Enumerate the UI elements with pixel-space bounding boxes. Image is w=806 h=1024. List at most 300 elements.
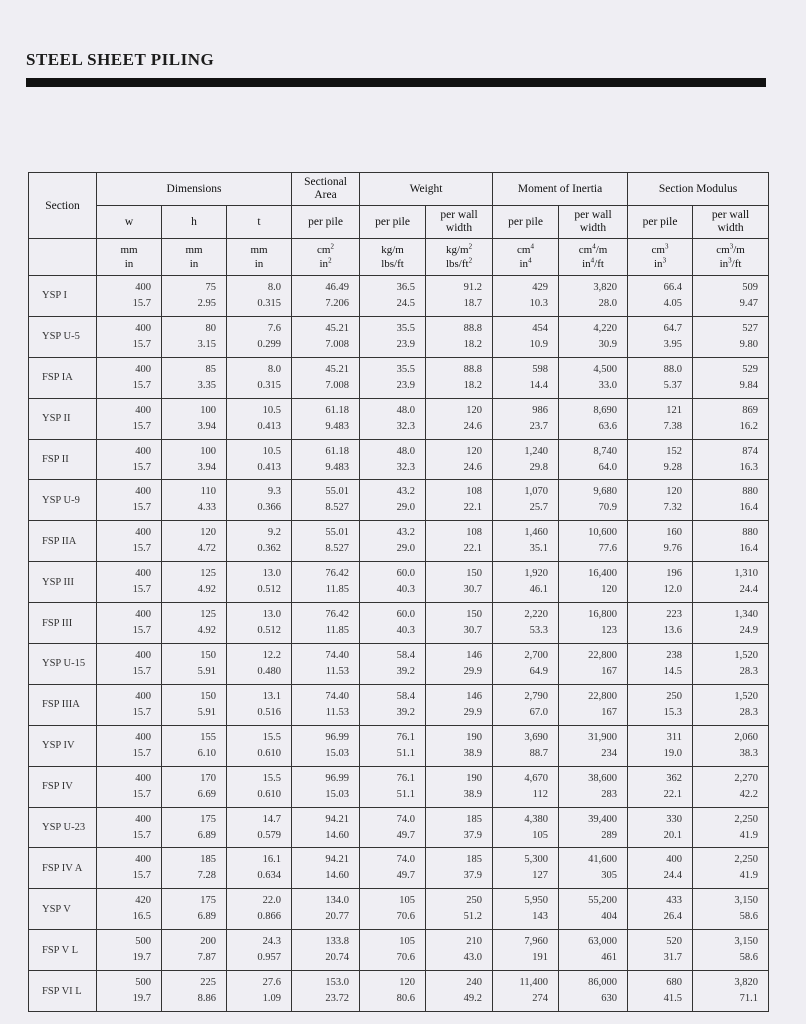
iw-imperial-value: 234: [601, 747, 618, 759]
h-cell: [162, 603, 227, 644]
header-weight: Weight: [360, 173, 493, 206]
iw-metric-value: 8,740: [593, 445, 618, 457]
t-imperial-value: 0.299: [257, 338, 282, 350]
iw-metric-value: 16,400: [588, 568, 618, 580]
zw-imperial-value: 24.9: [739, 625, 759, 637]
zw-metric-value: 880: [742, 527, 759, 539]
ip-metric-value: 454: [532, 322, 549, 334]
ip-imperial-value: 105: [532, 829, 549, 841]
w-cell: [97, 562, 162, 603]
ww-imperial-value: 29.9: [463, 665, 483, 677]
wp-imperial-value: 49.7: [396, 829, 416, 841]
h-metric-value: 150: [200, 690, 216, 702]
wp-cell: [360, 971, 426, 1012]
wp-metric-value: 60.0: [396, 568, 416, 580]
header-h: h: [162, 206, 227, 239]
zp-imperial-value: 7.38: [663, 420, 683, 432]
table-body: [29, 276, 769, 1012]
ww-metric-value: 150: [466, 609, 483, 621]
unit-modulus-wall-metric: $cm^3/m$: [716, 242, 745, 256]
zw-cell: [693, 562, 769, 603]
unit-inertia-pile: [493, 239, 559, 276]
ww-cell: [426, 889, 493, 930]
ww-cell: [426, 848, 493, 889]
ip-metric-value: 1,460: [524, 527, 549, 539]
iw-imperial-value: 28.0: [598, 297, 618, 309]
ip-metric-value: 3,690: [524, 731, 549, 743]
zp-imperial-value: 15.3: [663, 706, 683, 718]
t-imperial-value: 0.634: [257, 870, 282, 882]
zw-imperial-value: 16.4: [739, 543, 759, 555]
unit-weight-pile-metric: kg/m: [381, 244, 404, 256]
zw-cell: [693, 480, 769, 521]
zw-metric-value: 1,520: [734, 649, 759, 661]
t-metric-value: 13.0: [262, 568, 282, 580]
zw-metric-value: 1,520: [734, 690, 759, 702]
iw-cell: [559, 316, 628, 357]
zw-cell: [693, 316, 769, 357]
h-cell: [162, 276, 227, 317]
wp-cell: [360, 439, 426, 480]
unit-weight-wall: [426, 239, 493, 276]
iw-imperial-value: 77.6: [598, 543, 618, 555]
area-metric-value: 61.18: [325, 445, 350, 457]
t-imperial-value: 0.315: [257, 379, 282, 391]
h-imperial-value: 3.35: [197, 379, 216, 391]
w-metric-value: 400: [135, 772, 151, 784]
section-name-cell: FSP VI L: [29, 971, 97, 1012]
unit-modulus-wall: [693, 239, 769, 276]
zw-cell: [693, 807, 769, 848]
wp-metric-value: 60.0: [396, 609, 416, 621]
t-cell: [227, 930, 292, 971]
ww-metric-value: 108: [466, 527, 483, 539]
ip-cell: [493, 971, 559, 1012]
w-imperial-value: 16.5: [132, 911, 151, 923]
ww-imperial-value: 37.9: [463, 870, 483, 882]
area-cell: [292, 439, 360, 480]
zp-metric-value: 520: [666, 936, 683, 948]
area-imperial-value: 8.527: [325, 543, 350, 555]
zp-cell: [628, 930, 693, 971]
area-imperial-value: 20.74: [325, 952, 350, 964]
unit-inertia-wall-metric: $cm^4/m$: [578, 242, 608, 256]
w-cell: [97, 316, 162, 357]
area-imperial-value: 15.03: [325, 747, 350, 759]
ww-imperial-value: 43.0: [463, 952, 483, 964]
table-row: [29, 398, 769, 439]
h-metric-value: 125: [200, 609, 216, 621]
ww-metric-value: 88.8: [463, 322, 483, 334]
zp-metric-value: 196: [666, 568, 683, 580]
unit-modulus-pile-metric: $cm^3$: [651, 242, 669, 256]
wp-metric-value: 43.2: [396, 486, 416, 498]
zp-cell: [628, 357, 693, 398]
wp-imperial-value: 80.6: [396, 993, 416, 1005]
wp-metric-value: 48.0: [396, 445, 416, 457]
ip-metric-value: 1,070: [524, 486, 549, 498]
h-metric-value: 110: [200, 486, 216, 498]
t-metric-value: 16.1: [262, 854, 282, 866]
t-imperial-value: 0.480: [257, 665, 282, 677]
iw-metric-value: 8,690: [593, 404, 618, 416]
area-imperial-value: 11.85: [325, 584, 350, 596]
h-cell: [162, 930, 227, 971]
table-row: [29, 807, 769, 848]
zw-metric-value: 2,060: [734, 731, 759, 743]
unit-h-metric: mm: [185, 244, 203, 256]
iw-cell: [559, 766, 628, 807]
iw-metric-value: 3,820: [593, 281, 618, 293]
ip-cell: [493, 276, 559, 317]
ip-cell: [493, 603, 559, 644]
ww-imperial-value: 18.2: [463, 338, 483, 350]
zp-imperial-value: 41.5: [663, 993, 683, 1005]
ww-cell: [426, 357, 493, 398]
unit-modulus-pile: [628, 239, 693, 276]
t-imperial-value: 0.610: [257, 788, 282, 800]
ip-metric-value: 2,700: [524, 649, 549, 661]
area-metric-value: 74.40: [325, 649, 350, 661]
zw-imperial-value: 16.4: [739, 502, 759, 514]
zw-cell: [693, 357, 769, 398]
zp-metric-value: 121: [666, 404, 683, 416]
t-imperial-value: 0.413: [257, 461, 282, 473]
header-per-wall-line2: width: [717, 222, 744, 234]
ip-metric-value: 5,950: [524, 895, 549, 907]
unit-inertia-pile-imperial: $in^4$: [519, 256, 532, 270]
zp-cell: [628, 807, 693, 848]
w-imperial-value: 15.7: [132, 625, 151, 637]
h-metric-value: 125: [200, 568, 216, 580]
zp-cell: [628, 766, 693, 807]
header-per-wall-line1: per wall: [574, 209, 612, 221]
ww-metric-value: 190: [466, 772, 483, 784]
area-imperial-value: 9.483: [325, 461, 350, 473]
ip-metric-value: 2,790: [524, 690, 549, 702]
ip-cell: [493, 684, 559, 725]
zw-imperial-value: 16.2: [739, 420, 759, 432]
header-modulus-per-pile: per pile: [628, 206, 693, 239]
ww-cell: [426, 684, 493, 725]
h-cell: [162, 562, 227, 603]
w-imperial-value: 15.7: [132, 338, 151, 350]
zw-imperial-value: 71.1: [739, 993, 759, 1005]
t-cell: [227, 316, 292, 357]
iw-metric-value: 22,800: [588, 649, 618, 661]
zp-metric-value: 223: [666, 609, 683, 621]
t-cell: [227, 807, 292, 848]
ww-cell: [426, 398, 493, 439]
area-cell: [292, 316, 360, 357]
iw-metric-value: 31,900: [588, 731, 618, 743]
area-cell: [292, 357, 360, 398]
section-name-cell: YSP IV: [29, 725, 97, 766]
zp-imperial-value: 14.5: [663, 665, 683, 677]
ip-imperial-value: 10.3: [529, 297, 549, 309]
unit-modulus-wall-imperial: $in^3/ft$: [719, 256, 742, 270]
zp-metric-value: 250: [666, 690, 683, 702]
zw-imperial-value: 9.80: [739, 338, 759, 350]
zw-imperial-value: 41.9: [739, 870, 759, 882]
ip-imperial-value: 10.9: [529, 338, 549, 350]
h-cell: [162, 889, 227, 930]
t-imperial-value: 0.579: [257, 829, 282, 841]
area-metric-value: 45.21: [325, 363, 350, 375]
ip-metric-value: 2,220: [524, 609, 549, 621]
wp-metric-value: 36.5: [396, 281, 416, 293]
zp-imperial-value: 9.28: [663, 461, 683, 473]
h-metric-value: 155: [200, 731, 216, 743]
ww-imperial-value: 38.9: [463, 788, 483, 800]
zp-imperial-value: 20.1: [663, 829, 683, 841]
header-per-wall-line2: width: [445, 222, 473, 234]
t-cell: [227, 439, 292, 480]
t-metric-value: 13.1: [262, 690, 282, 702]
area-cell: [292, 521, 360, 562]
ip-metric-value: 598: [532, 363, 549, 375]
zp-cell: [628, 725, 693, 766]
table-header: [29, 173, 769, 276]
section-name-cell: FSP III: [29, 603, 97, 644]
ip-cell: [493, 725, 559, 766]
area-imperial-value: 7.008: [325, 338, 350, 350]
zp-imperial-value: 19.0: [663, 747, 683, 759]
section-name-cell: FSP IIIA: [29, 684, 97, 725]
ip-metric-value: 11,400: [519, 977, 549, 989]
iw-cell: [559, 439, 628, 480]
zp-imperial-value: 26.4: [663, 911, 683, 923]
area-imperial-value: 7.008: [325, 379, 350, 391]
h-metric-value: 100: [200, 404, 216, 416]
ww-cell: [426, 521, 493, 562]
w-imperial-value: 15.7: [132, 297, 151, 309]
area-cell: [292, 398, 360, 439]
iw-cell: [559, 848, 628, 889]
zw-cell: [693, 971, 769, 1012]
iw-metric-value: 10,600: [588, 527, 618, 539]
t-cell: [227, 889, 292, 930]
h-imperial-value: 4.33: [197, 502, 216, 514]
zw-cell: [693, 398, 769, 439]
t-metric-value: 27.6: [262, 977, 282, 989]
h-imperial-value: 6.69: [197, 788, 216, 800]
area-imperial-value: 9.483: [325, 420, 350, 432]
w-metric-value: 400: [135, 731, 151, 743]
header-section: Section: [29, 173, 97, 239]
t-imperial-value: 0.512: [257, 584, 282, 596]
wp-cell: [360, 521, 426, 562]
wp-metric-value: 35.5: [396, 322, 416, 334]
ip-imperial-value: 67.0: [529, 706, 549, 718]
wp-cell: [360, 807, 426, 848]
w-cell: [97, 521, 162, 562]
w-metric-value: 420: [135, 895, 151, 907]
zw-cell: [693, 521, 769, 562]
h-metric-value: 150: [200, 649, 216, 661]
unit-weight-pile-imperial: lbs/ft: [381, 258, 404, 270]
area-cell: [292, 889, 360, 930]
h-metric-value: 175: [200, 813, 216, 825]
header-sectional-area: [292, 173, 360, 206]
h-imperial-value: 3.94: [197, 461, 216, 473]
zw-metric-value: 3,150: [734, 936, 759, 948]
ip-metric-value: 4,670: [524, 772, 549, 784]
ww-metric-value: 146: [466, 690, 483, 702]
wp-metric-value: 74.0: [396, 854, 416, 866]
w-cell: [97, 971, 162, 1012]
zp-cell: [628, 644, 693, 685]
wp-cell: [360, 357, 426, 398]
zp-imperial-value: 22.1: [663, 788, 683, 800]
iw-imperial-value: 123: [601, 625, 618, 637]
area-metric-value: 55.01: [325, 486, 350, 498]
zp-cell: [628, 276, 693, 317]
area-imperial-value: 20.77: [325, 911, 350, 923]
w-cell: [97, 357, 162, 398]
ww-cell: [426, 971, 493, 1012]
area-cell: [292, 725, 360, 766]
section-name-cell: YSP U-15: [29, 644, 97, 685]
t-metric-value: 22.0: [262, 895, 282, 907]
zw-cell: [693, 276, 769, 317]
ip-metric-value: 1,920: [524, 568, 549, 580]
unit-weight-wall-imperial: lbs/$ft^2$: [445, 256, 473, 270]
h-imperial-value: 4.72: [197, 543, 216, 555]
ww-cell: [426, 930, 493, 971]
w-metric-value: 400: [135, 363, 151, 375]
t-metric-value: 12.2: [262, 649, 282, 661]
iw-cell: [559, 971, 628, 1012]
header-section-modulus: Section Modulus: [628, 173, 769, 206]
t-metric-value: 9.2: [267, 527, 282, 539]
zp-metric-value: 64.7: [663, 322, 683, 334]
iw-imperial-value: 33.0: [598, 379, 618, 391]
table-row: [29, 930, 769, 971]
wp-cell: [360, 684, 426, 725]
w-imperial-value: 15.7: [132, 379, 151, 391]
ww-metric-value: 120: [466, 445, 483, 457]
w-imperial-value: 15.7: [132, 870, 151, 882]
wp-cell: [360, 644, 426, 685]
w-metric-value: 400: [135, 568, 151, 580]
t-imperial-value: 0.610: [257, 747, 282, 759]
iw-imperial-value: 167: [601, 665, 618, 677]
ip-cell: [493, 439, 559, 480]
w-cell: [97, 725, 162, 766]
wp-metric-value: 48.0: [396, 404, 416, 416]
section-name-cell: FSP IA: [29, 357, 97, 398]
h-metric-value: 120: [200, 527, 216, 539]
t-metric-value: 10.5: [262, 445, 282, 457]
h-cell: [162, 439, 227, 480]
area-cell: [292, 644, 360, 685]
zp-metric-value: 152: [666, 445, 683, 457]
zw-metric-value: 2,270: [734, 772, 759, 784]
iw-imperial-value: 630: [601, 993, 618, 1005]
section-name-cell: YSP II: [29, 398, 97, 439]
h-imperial-value: 8.86: [197, 993, 216, 1005]
w-imperial-value: 15.7: [132, 706, 151, 718]
h-metric-value: 200: [200, 936, 216, 948]
zp-cell: [628, 480, 693, 521]
header-inertia-per-pile: per pile: [493, 206, 559, 239]
iw-cell: [559, 930, 628, 971]
iw-metric-value: 16,800: [588, 609, 618, 621]
w-metric-value: 400: [135, 854, 151, 866]
zw-metric-value: 3,150: [734, 895, 759, 907]
t-cell: [227, 971, 292, 1012]
ww-imperial-value: 37.9: [463, 829, 483, 841]
zw-cell: [693, 930, 769, 971]
ww-imperial-value: 18.2: [463, 379, 483, 391]
iw-cell: [559, 357, 628, 398]
table-row: [29, 644, 769, 685]
w-metric-value: 500: [135, 977, 151, 989]
area-cell: [292, 971, 360, 1012]
h-imperial-value: 7.87: [197, 952, 216, 964]
w-cell: [97, 930, 162, 971]
t-imperial-value: 0.366: [257, 502, 282, 514]
unit-w-imperial: in: [124, 258, 134, 270]
ww-cell: [426, 439, 493, 480]
wp-cell: [360, 603, 426, 644]
ip-cell: [493, 930, 559, 971]
zw-cell: [693, 725, 769, 766]
iw-cell: [559, 725, 628, 766]
ip-metric-value: 7,960: [524, 936, 549, 948]
ip-cell: [493, 889, 559, 930]
t-cell: [227, 521, 292, 562]
wp-imperial-value: 70.6: [396, 911, 416, 923]
h-cell: [162, 644, 227, 685]
zp-imperial-value: 13.6: [663, 625, 683, 637]
table-row: [29, 439, 769, 480]
w-cell: [97, 766, 162, 807]
zw-metric-value: 874: [742, 445, 759, 457]
unit-inertia-pile-metric: $cm^4$: [517, 242, 534, 256]
w-metric-value: 400: [135, 404, 151, 416]
ww-metric-value: 120: [466, 404, 483, 416]
t-cell: [227, 276, 292, 317]
table-row: [29, 562, 769, 603]
area-metric-value: 96.99: [325, 731, 350, 743]
ip-imperial-value: 191: [532, 952, 549, 964]
area-metric-value: 96.99: [325, 772, 350, 784]
wp-imperial-value: 39.2: [396, 706, 416, 718]
zw-metric-value: 2,250: [734, 813, 759, 825]
t-cell: [227, 644, 292, 685]
t-imperial-value: 0.315: [257, 297, 282, 309]
ip-cell: [493, 807, 559, 848]
zp-cell: [628, 889, 693, 930]
h-metric-value: 185: [200, 854, 216, 866]
ip-cell: [493, 480, 559, 521]
area-cell: [292, 480, 360, 521]
iw-cell: [559, 603, 628, 644]
section-name-cell: FSP II: [29, 439, 97, 480]
ww-cell: [426, 316, 493, 357]
h-imperial-value: 7.28: [197, 870, 216, 882]
area-cell: [292, 276, 360, 317]
w-cell: [97, 480, 162, 521]
w-metric-value: 400: [135, 609, 151, 621]
zp-metric-value: 311: [666, 731, 683, 743]
t-imperial-value: 0.866: [257, 911, 282, 923]
iw-imperial-value: 64.0: [598, 461, 618, 473]
w-imperial-value: 15.7: [132, 665, 151, 677]
zw-metric-value: 529: [742, 363, 759, 375]
